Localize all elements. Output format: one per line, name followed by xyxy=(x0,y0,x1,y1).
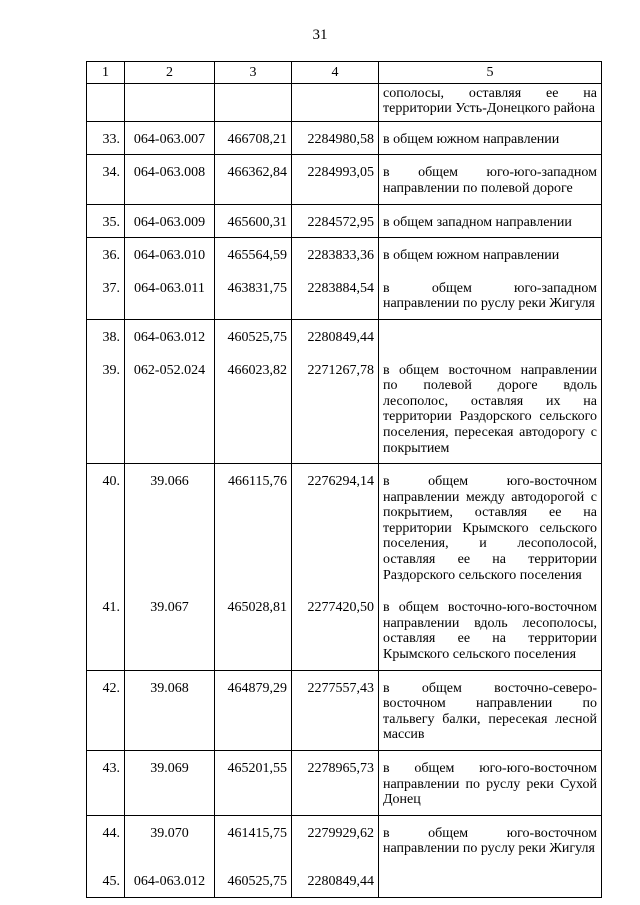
direction-description: в общем западном направлении xyxy=(379,204,602,238)
direction-description xyxy=(379,864,602,897)
coord-x: 466115,76 xyxy=(215,464,292,591)
table-row xyxy=(87,590,602,670)
point-code: 39.070 xyxy=(125,815,215,864)
point-number: 34. xyxy=(87,155,125,204)
coordinates-table xyxy=(86,61,602,898)
direction-description: в общем юго-западном направлении по руслу реки Жигуля xyxy=(379,271,602,320)
table-row xyxy=(87,864,602,897)
continuation-row xyxy=(87,83,602,121)
point-number: 37. xyxy=(87,271,125,320)
point-number: 36. xyxy=(87,238,125,271)
coord-x: 466708,21 xyxy=(215,121,292,155)
point-code: 064-063.010 xyxy=(125,238,215,271)
point-number: 38. xyxy=(87,319,125,352)
empty-cell xyxy=(125,83,215,121)
point-code: 39.067 xyxy=(125,590,215,670)
coord-x: 463831,75 xyxy=(215,271,292,320)
coord-y: 2280849,44 xyxy=(292,319,379,352)
point-code: 064-063.008 xyxy=(125,155,215,204)
point-code: 39.066 xyxy=(125,464,215,591)
coord-x: 465600,31 xyxy=(215,204,292,238)
header-col-5: 5 xyxy=(379,62,602,84)
coord-y: 2283833,36 xyxy=(292,238,379,271)
point-number: 43. xyxy=(87,751,125,816)
point-code: 064-063.012 xyxy=(125,864,215,897)
table-row xyxy=(87,121,602,155)
coord-y: 2278965,73 xyxy=(292,751,379,816)
direction-description: в общем восточно-северо-восточном направлении по тальвегу балки, пересекая лесной массив xyxy=(379,670,602,750)
header-col-3: 3 xyxy=(215,62,292,84)
table-row xyxy=(87,464,602,591)
header-col-1: 1 xyxy=(87,62,125,84)
direction-description: в общем восточном направлении по полевой дороге вдоль лесополос, оставляя их на территории Раздорского сельского поселения, пересекая автодорогу с покрытием xyxy=(379,353,602,464)
direction-description: в общем юго-юго-восточном направлении по руслу реки Сухой Донец xyxy=(379,751,602,816)
coord-y: 2284980,58 xyxy=(292,121,379,155)
point-number: 33. xyxy=(87,121,125,155)
table-row xyxy=(87,670,602,750)
point-number: 42. xyxy=(87,670,125,750)
coord-x: 465564,59 xyxy=(215,238,292,271)
empty-cell xyxy=(215,83,292,121)
coord-x: 464879,29 xyxy=(215,670,292,750)
table-row xyxy=(87,815,602,864)
empty-cell xyxy=(292,83,379,121)
point-number: 40. xyxy=(87,464,125,591)
coord-x: 466362,84 xyxy=(215,155,292,204)
continuation-description: сополосы, оставляя ее на территории Усть-Донецкого района xyxy=(379,83,602,121)
coord-y: 2276294,14 xyxy=(292,464,379,591)
coord-y: 2277420,50 xyxy=(292,590,379,670)
direction-description: в общем южном направлении xyxy=(379,238,602,271)
point-code: 064-063.007 xyxy=(125,121,215,155)
direction-description: в общем юго-восточном направлении по руслу реки Жигуля xyxy=(379,815,602,864)
coord-x: 460525,75 xyxy=(215,319,292,352)
table-row xyxy=(87,155,602,204)
point-code: 39.068 xyxy=(125,670,215,750)
coord-x: 465201,55 xyxy=(215,751,292,816)
direction-description: в общем юго-юго-западном направлении по полевой дороге xyxy=(379,155,602,204)
point-code: 062-052.024 xyxy=(125,353,215,464)
coord-x: 460525,75 xyxy=(215,864,292,897)
table-row xyxy=(87,238,602,271)
point-code: 39.069 xyxy=(125,751,215,816)
point-code: 064-063.009 xyxy=(125,204,215,238)
coord-y: 2283884,54 xyxy=(292,271,379,320)
direction-description: в общем южном направлении xyxy=(379,121,602,155)
coord-x: 465028,81 xyxy=(215,590,292,670)
coord-y: 2271267,78 xyxy=(292,353,379,464)
header-col-4: 4 xyxy=(292,62,379,84)
direction-description: в общем юго-восточном направлении между автодорогой с покрытием, оставляя ее на территории Крымского сельского поселения, и лесополосой, оставляя ее на территории Раздорского сельского поселения xyxy=(379,464,602,591)
point-number: 35. xyxy=(87,204,125,238)
point-code: 064-063.012 xyxy=(125,319,215,352)
coord-y: 2284993,05 xyxy=(292,155,379,204)
direction-description: в общем восточно-юго-восточном направлении вдоль лесополосы, оставляя ее на территории Крымского сельского поселения xyxy=(379,590,602,670)
coord-x: 466023,82 xyxy=(215,353,292,464)
table-row xyxy=(87,353,602,464)
coord-y: 2277557,43 xyxy=(292,670,379,750)
point-number: 45. xyxy=(87,864,125,897)
table-row xyxy=(87,271,602,320)
table-row xyxy=(87,751,602,816)
page-number: 31 xyxy=(312,27,328,43)
table-row xyxy=(87,204,602,238)
coord-x: 461415,75 xyxy=(215,815,292,864)
coord-y: 2279929,62 xyxy=(292,815,379,864)
point-number: 39. xyxy=(87,353,125,464)
coord-y: 2284572,95 xyxy=(292,204,379,238)
table-header-row xyxy=(87,62,602,84)
point-code: 064-063.011 xyxy=(125,271,215,320)
direction-description xyxy=(379,319,602,352)
point-number: 41. xyxy=(87,590,125,670)
header-col-2: 2 xyxy=(125,62,215,84)
empty-cell xyxy=(87,83,125,121)
point-number: 44. xyxy=(87,815,125,864)
coord-y: 2280849,44 xyxy=(292,864,379,897)
table-row xyxy=(87,319,602,352)
